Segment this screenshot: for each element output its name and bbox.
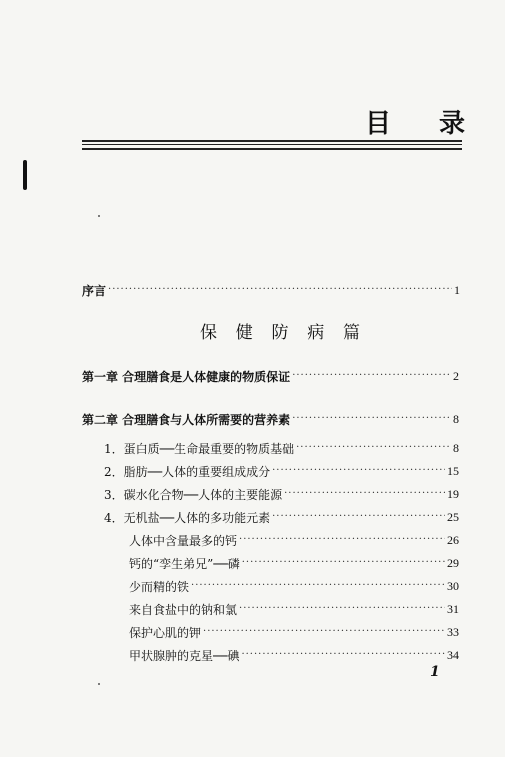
entry-page: 2 <box>453 368 459 383</box>
title-rule <box>82 144 462 145</box>
entry-label: 人体中含量最多的钙 <box>129 533 238 548</box>
toc-entry-item[interactable] <box>104 439 459 457</box>
section-char: 健 <box>235 323 253 343</box>
entry-page: 26 <box>447 532 459 547</box>
entry-label: 来自食盐中的钠和氯 <box>129 602 238 617</box>
entry-page: 19 <box>447 486 459 501</box>
entry-label: 少而精的铁 <box>129 579 190 594</box>
leader-dots <box>108 284 452 296</box>
toc-entry-preface[interactable] <box>82 281 460 299</box>
title-rule <box>82 148 462 150</box>
scan-edge-mark <box>23 160 27 190</box>
toc-entry-subitem[interactable] <box>129 623 459 641</box>
entry-page: 29 <box>447 555 459 570</box>
section-char: 防 <box>271 323 289 343</box>
leader-dots <box>272 511 445 523</box>
leader-dots <box>292 413 451 425</box>
entry-label: 3．碳水化合物──人体的主要能源 <box>104 487 283 502</box>
leader-dots <box>242 557 445 569</box>
page-title <box>365 105 465 137</box>
page-number: 1 <box>430 664 440 680</box>
entry-label: 第一章 合理膳食是人体健康的物质保证 <box>82 369 291 384</box>
leader-dots <box>203 626 445 638</box>
entry-label: 保护心肌的钾 <box>129 625 202 640</box>
entry-label: 钙的“孪生弟兄”──磷 <box>129 556 240 571</box>
leader-dots <box>239 603 445 615</box>
leader-dots <box>241 649 445 661</box>
leader-dots <box>284 488 445 500</box>
leader-dots <box>239 534 445 546</box>
entry-label: 序言 <box>82 283 107 298</box>
leader-dots <box>292 370 451 382</box>
title-char: 目 <box>365 108 392 139</box>
entry-page: 8 <box>453 411 459 426</box>
toc-entry-subitem[interactable] <box>129 646 459 664</box>
toc-entry-subitem[interactable] <box>129 577 459 595</box>
entry-page: 1 <box>454 282 460 297</box>
section-char: 病 <box>307 323 325 343</box>
leader-dots <box>191 580 445 592</box>
section-char: 保 <box>200 323 217 343</box>
entry-page: 8 <box>453 440 459 455</box>
entry-label: 第二章 合理膳食与人体所需要的营养素 <box>82 412 291 427</box>
entry-label: 4．无机盐──人体的多功能元素 <box>104 510 271 525</box>
toc-entry-item[interactable] <box>104 485 459 503</box>
entry-page: 34 <box>447 647 459 662</box>
entry-label: 2．脂肪──人体的重要组成成分 <box>104 464 271 479</box>
toc-entry-chapter-1[interactable] <box>82 367 459 385</box>
scan-speck <box>98 215 100 217</box>
entry-page: 30 <box>447 578 459 593</box>
entry-label: 1．蛋白质──生命最重要的物质基础 <box>104 441 295 456</box>
toc-entry-subitem[interactable] <box>129 600 459 618</box>
leader-dots <box>272 465 445 477</box>
toc-entry-chapter-2[interactable] <box>82 410 459 428</box>
section-heading <box>200 318 360 343</box>
entry-page: 25 <box>447 509 459 524</box>
scan-speck <box>98 683 100 685</box>
toc-entry-subitem[interactable] <box>129 531 459 549</box>
entry-page: 15 <box>447 463 459 478</box>
title-char: 录 <box>438 108 465 139</box>
toc-entry-item[interactable] <box>104 462 459 480</box>
title-rule <box>82 140 462 142</box>
entry-page: 31 <box>447 601 459 616</box>
section-char: 篇 <box>343 323 360 343</box>
toc-entry-item[interactable] <box>104 508 459 526</box>
entry-label: 甲状腺肿的克星──碘 <box>129 648 240 663</box>
entry-page: 33 <box>447 624 459 639</box>
leader-dots <box>296 442 451 454</box>
toc-entry-subitem[interactable] <box>129 554 459 572</box>
